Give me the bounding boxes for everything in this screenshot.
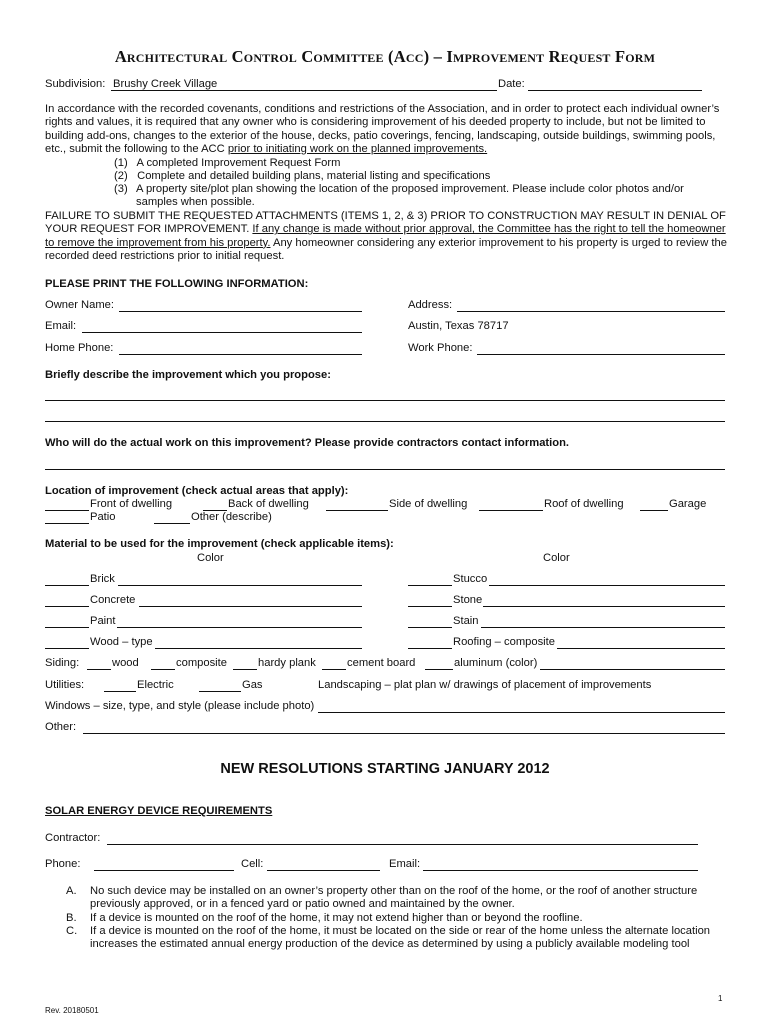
new-resolutions-heading: NEW RESOLUTIONS STARTING JANUARY 2012 bbox=[220, 761, 550, 777]
date-field[interactable] bbox=[528, 90, 702, 91]
date-label: Date: bbox=[498, 78, 525, 90]
gas-checkbox[interactable] bbox=[199, 691, 241, 692]
page-number: 1 bbox=[718, 994, 723, 1003]
wood-checkbox[interactable] bbox=[45, 648, 89, 649]
back-label: Back of dwelling bbox=[228, 498, 309, 510]
utilities-label: Utilities: bbox=[45, 679, 85, 691]
solar-item-a: A. No such device may be installed on an owner’s property other than on the roof of the home, or the roof of another structure previously approved, or in a fenced yard or patio owned and maintained by the owner. bbox=[66, 885, 698, 911]
home-phone-label: Home Phone: bbox=[45, 342, 114, 354]
material-heading: Material to be used for the improvement (check applicable items): bbox=[45, 538, 394, 550]
solar-item-b: B. If a device is mounted on the roof of the home, it may not extend higher than or beyond the roofline. bbox=[66, 912, 583, 924]
subdivision-value: Brushy Creek Village bbox=[113, 78, 218, 90]
electric-checkbox[interactable] bbox=[104, 691, 136, 692]
email-label: Email: bbox=[45, 320, 77, 332]
subdivision-label: Subdivision: bbox=[45, 78, 106, 90]
siding-wood-checkbox[interactable] bbox=[87, 669, 111, 670]
other-location-label: Other (describe) bbox=[191, 511, 272, 523]
solar-heading: SOLAR ENERGY DEVICE REQUIREMENTS bbox=[45, 805, 273, 817]
electric-label: Electric bbox=[137, 679, 174, 691]
roof-checkbox[interactable] bbox=[479, 510, 543, 511]
brick-checkbox[interactable] bbox=[45, 585, 89, 586]
owner-name-field[interactable] bbox=[119, 311, 362, 312]
color-label-right: Color bbox=[543, 552, 570, 564]
front-label: Front of dwelling bbox=[90, 498, 173, 510]
describe-line-1[interactable] bbox=[45, 400, 725, 401]
siding-aluminum-color-field[interactable] bbox=[540, 669, 725, 670]
email-field[interactable] bbox=[82, 332, 362, 333]
contractor-line[interactable] bbox=[45, 469, 725, 470]
solar-contractor-label: Contractor: bbox=[45, 832, 101, 844]
work-phone-field[interactable] bbox=[477, 354, 725, 355]
color-label-left: Color bbox=[197, 552, 224, 564]
side-checkbox[interactable] bbox=[326, 510, 388, 511]
print-heading: PLEASE PRINT THE FOLLOWING INFORMATION: bbox=[45, 278, 309, 290]
side-label: Side of dwelling bbox=[389, 498, 468, 510]
roof-label: Roof of dwelling bbox=[544, 498, 624, 510]
form-title: Architectural Control Committee (Acc) – Improvement Request Form bbox=[114, 47, 656, 66]
concrete-label: Concrete bbox=[90, 594, 136, 606]
intro-paragraph bbox=[45, 103, 729, 156]
wood-label: Wood – type bbox=[90, 636, 153, 648]
windows-field[interactable] bbox=[318, 712, 725, 713]
stucco-color-field[interactable] bbox=[489, 585, 725, 586]
describe-heading: Briefly describe the improvement which you propose: bbox=[45, 369, 331, 381]
siding-wood-label: wood bbox=[112, 657, 139, 669]
home-phone-field[interactable] bbox=[119, 354, 362, 355]
solar-email-field[interactable] bbox=[423, 870, 698, 871]
solar-contractor-field[interactable] bbox=[107, 844, 698, 845]
paint-label: Paint bbox=[90, 615, 116, 627]
paint-checkbox[interactable] bbox=[45, 627, 89, 628]
siding-aluminum-label: aluminum (color) bbox=[454, 657, 538, 669]
stain-checkbox[interactable] bbox=[408, 627, 452, 628]
landscaping-label: Landscaping – plat plan w/ drawings of placement of improvements bbox=[318, 679, 652, 691]
solar-email-label: Email: bbox=[389, 858, 421, 870]
describe-line-2[interactable] bbox=[45, 421, 725, 422]
subdivision-field[interactable] bbox=[111, 90, 497, 91]
patio-label: Patio bbox=[90, 511, 116, 523]
address-label: Address: bbox=[408, 299, 453, 311]
brick-color-field[interactable] bbox=[118, 585, 362, 586]
paint-color-field[interactable] bbox=[117, 627, 362, 628]
brick-label: Brick bbox=[90, 573, 115, 585]
concrete-color-field[interactable] bbox=[139, 606, 362, 607]
solar-phone-label: Phone: bbox=[45, 858, 81, 870]
solar-cell-field[interactable] bbox=[267, 870, 380, 871]
warning-paragraph: FAILURE TO SUBMIT THE REQUESTED ATTACHMENTS (ITEMS 1, 2, & 3) PRIOR TO CONSTRUCTION MAY RESULT IN DENIAL OF YOUR REQUEST FOR IMPROVEMENT. If any change is made without prior approval, the Committee has the right to tell the homeowner to remove the improvement from his property. Any homeowner considering any exterior improvement to his property is urged to review the recorded deed restrictions prior to initial request. bbox=[45, 210, 727, 262]
garage-checkbox[interactable] bbox=[640, 510, 668, 511]
intro-underlined: prior to initiating work on the planned improvements. bbox=[227, 142, 488, 155]
siding-composite-checkbox[interactable] bbox=[151, 669, 175, 670]
siding-cement-checkbox[interactable] bbox=[322, 669, 346, 670]
roofing-checkbox[interactable] bbox=[408, 648, 452, 649]
work-phone-label: Work Phone: bbox=[408, 342, 473, 354]
list-item-1: (1) A completed Improvement Request Form bbox=[114, 157, 341, 169]
contractor-heading: Who will do the actual work on this improvement? Please provide contractors contact information. bbox=[45, 437, 570, 449]
patio-checkbox[interactable] bbox=[45, 523, 89, 524]
stone-checkbox[interactable] bbox=[408, 606, 452, 607]
list-item-3: (3) A property site/plot plan showing the location of the proposed improvement. Please include color photos and/or samples when possible. bbox=[114, 183, 684, 209]
stain-label: Stain bbox=[453, 615, 479, 627]
location-heading: Location of improvement (check actual areas that apply): bbox=[45, 485, 349, 497]
other-field[interactable] bbox=[83, 733, 725, 734]
owner-name-label: Owner Name: bbox=[45, 299, 115, 311]
siding-hardy-checkbox[interactable] bbox=[233, 669, 257, 670]
stucco-label: Stucco bbox=[453, 573, 488, 585]
garage-label: Garage bbox=[669, 498, 707, 510]
siding-aluminum-checkbox[interactable] bbox=[425, 669, 453, 670]
concrete-checkbox[interactable] bbox=[45, 606, 89, 607]
address-field[interactable] bbox=[457, 311, 725, 312]
intro-text: In accordance with the recorded covenants, conditions and restrictions of the Association, and in order to protect each individual owner’s rights and values, it is required that any owner who is considering improvement of his deeded property to include, but not be limited to building add-ons, changes to the exterior of the house, decks, patio coverings, fencing, landscaping, outside buildings, swimming pools, etc., submit the following to the ACC bbox=[45, 103, 720, 155]
other-location-checkbox[interactable] bbox=[154, 523, 190, 524]
roofing-color-field[interactable] bbox=[557, 648, 725, 649]
stone-label: Stone bbox=[453, 594, 483, 606]
revision-label: Rev. 20180501 bbox=[45, 1006, 99, 1015]
siding-composite-label: composite bbox=[176, 657, 227, 669]
siding-label: Siding: bbox=[45, 657, 80, 669]
siding-hardy-label: hardy plank bbox=[258, 657, 316, 669]
solar-item-c: C. If a device is mounted on the roof of the home, it must be located on the side or rear of the home unless the alternate location increases the estimated annual energy production of the device as determined by using a publicly available modeling tool bbox=[66, 925, 711, 951]
front-checkbox[interactable] bbox=[45, 510, 89, 511]
wood-type-field[interactable] bbox=[155, 648, 362, 649]
windows-label: Windows – size, type, and style (please include photo) bbox=[45, 700, 315, 712]
gas-label: Gas bbox=[242, 679, 263, 691]
other-label: Other: bbox=[45, 721, 77, 733]
solar-phone-field[interactable] bbox=[94, 870, 234, 871]
roofing-label: Roofing – composite bbox=[453, 636, 555, 648]
solar-cell-label: Cell: bbox=[241, 858, 264, 870]
city-text: Austin, Texas 78717 bbox=[408, 320, 509, 332]
siding-cement-label: cement board bbox=[347, 657, 416, 669]
list-item-2: (2) Complete and detailed building plans, material listing and specifications bbox=[114, 170, 491, 182]
stain-color-field[interactable] bbox=[481, 627, 725, 628]
stone-color-field[interactable] bbox=[483, 606, 725, 607]
stucco-checkbox[interactable] bbox=[408, 585, 452, 586]
